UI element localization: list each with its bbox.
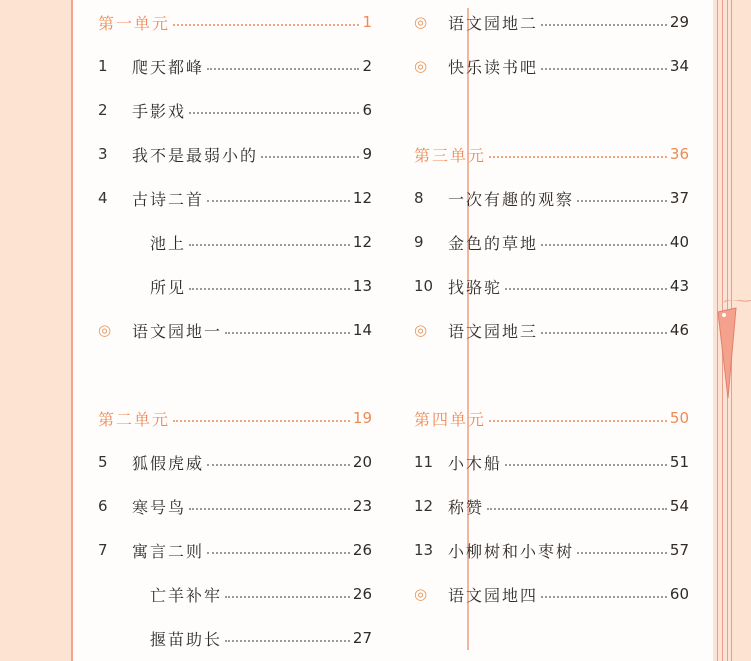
dot-leader — [577, 200, 667, 202]
toc-entry-garden[interactable] — [414, 10, 689, 34]
lesson-number: 8 — [414, 189, 424, 207]
entry-title: 揠苗助长 — [150, 629, 223, 649]
page-number: 23 — [352, 497, 372, 515]
toc-entry-sub[interactable] — [150, 626, 372, 650]
dot-leader — [505, 288, 667, 290]
dot-leader — [225, 332, 350, 334]
entry-title: 第一单元 — [98, 13, 171, 33]
entry-title: 手影戏 — [132, 101, 187, 121]
toc-entry-lesson[interactable] — [414, 450, 689, 474]
dot-leader — [207, 464, 350, 466]
page-number: 27 — [352, 629, 372, 647]
dot-leader — [207, 68, 359, 70]
lesson-number: 9 — [414, 233, 424, 251]
dot-leader — [207, 552, 350, 554]
toc-entry-lesson[interactable] — [414, 538, 689, 562]
lesson-number: 2 — [98, 101, 108, 119]
entry-title: 寒号鸟 — [132, 497, 187, 517]
lesson-number: 11 — [414, 453, 434, 471]
lesson-number: 5 — [98, 453, 108, 471]
toc-entry-sub[interactable] — [150, 230, 372, 254]
entry-title: 语文园地三 — [448, 321, 539, 341]
page-number: 1 — [362, 13, 372, 31]
page-number: 40 — [669, 233, 689, 251]
page-number: 19 — [352, 409, 372, 427]
entry-title: 小木船 — [448, 453, 503, 473]
dot-leader — [207, 200, 350, 202]
entry-title: 亡羊补牢 — [150, 585, 223, 605]
entry-title: 找骆驼 — [448, 277, 503, 297]
page-number: 37 — [669, 189, 689, 207]
entry-title: 快乐读书吧 — [448, 57, 539, 77]
entry-title: 池上 — [150, 233, 187, 253]
dot-leader — [225, 596, 350, 598]
dot-leader — [189, 112, 359, 114]
toc-entry-sub[interactable] — [150, 582, 372, 606]
dot-leader — [189, 244, 350, 246]
page-number: 6 — [362, 101, 372, 119]
entry-title: 语文园地一 — [132, 321, 223, 341]
lesson-number: 6 — [98, 497, 108, 515]
page-number: 14 — [352, 321, 372, 339]
dot-leader — [189, 288, 350, 290]
dot-leader — [173, 420, 350, 422]
entry-title: 第二单元 — [98, 409, 171, 429]
toc-entry-lesson[interactable] — [98, 186, 372, 210]
entry-title: 金色的草地 — [448, 233, 539, 253]
lesson-number: 4 — [98, 189, 108, 207]
page-number: 51 — [669, 453, 689, 471]
lesson-number: 10 — [414, 277, 434, 295]
page-number: 50 — [669, 409, 689, 427]
toc-entry-unit[interactable] — [98, 406, 372, 430]
toc-entry-lesson[interactable] — [98, 98, 372, 122]
entry-title: 寓言二则 — [132, 541, 205, 561]
dot-leader — [577, 552, 667, 554]
page-number: 2 — [362, 57, 372, 75]
toc-entry-sub[interactable] — [150, 274, 372, 298]
entry-title: 所见 — [150, 277, 187, 297]
toc-entry-garden[interactable] — [414, 318, 689, 342]
toc-entry-lesson[interactable] — [414, 186, 689, 210]
entry-title: 古诗二首 — [132, 189, 205, 209]
entry-title: 狐假虎威 — [132, 453, 205, 473]
dot-leader — [489, 156, 667, 158]
entry-title: 称赞 — [448, 497, 485, 517]
page-number: 12 — [352, 189, 372, 207]
page-number: 13 — [352, 277, 372, 295]
entry-title: 第三单元 — [414, 145, 487, 165]
page-number: 57 — [669, 541, 689, 559]
double-circle-icon: ◎ — [414, 13, 428, 31]
dot-leader — [261, 156, 359, 158]
toc-entry-lesson[interactable] — [98, 450, 372, 474]
entry-title: 一次有趣的观察 — [448, 189, 575, 209]
toc-entry-lesson[interactable] — [98, 142, 372, 166]
toc-entry-unit[interactable] — [414, 142, 689, 166]
dot-leader — [487, 508, 667, 510]
dot-leader — [189, 508, 350, 510]
toc-entry-garden[interactable] — [414, 54, 689, 78]
page-number: 43 — [669, 277, 689, 295]
bookmark-tag-icon — [714, 300, 751, 410]
toc-page — [71, 0, 713, 661]
page-number: 20 — [352, 453, 372, 471]
entry-title: 第四单元 — [414, 409, 487, 429]
double-circle-icon: ◎ — [98, 321, 112, 339]
dot-leader — [489, 420, 667, 422]
page-number: 34 — [669, 57, 689, 75]
page-number: 29 — [669, 13, 689, 31]
page-number: 46 — [669, 321, 689, 339]
page-number: 9 — [362, 145, 372, 163]
dot-leader — [541, 332, 667, 334]
lesson-number: 13 — [414, 541, 434, 559]
page-number: 36 — [669, 145, 689, 163]
toc-entry-garden[interactable] — [98, 318, 372, 342]
dot-leader — [541, 24, 667, 26]
lesson-number: 3 — [98, 145, 108, 163]
toc-entry-lesson[interactable] — [98, 494, 372, 518]
page-number: 12 — [352, 233, 372, 251]
toc-entry-garden[interactable] — [414, 582, 689, 606]
dot-leader — [225, 640, 350, 642]
lesson-number: 7 — [98, 541, 108, 559]
page-number: 54 — [669, 497, 689, 515]
double-circle-icon: ◎ — [414, 585, 428, 603]
lesson-number: 12 — [414, 497, 434, 515]
toc-entry-lesson[interactable] — [414, 274, 689, 298]
dot-leader — [505, 464, 667, 466]
toc-entry-lesson[interactable] — [414, 494, 689, 518]
page-number: 26 — [352, 585, 372, 603]
toc-entry-unit[interactable] — [98, 10, 372, 34]
page-number: 26 — [352, 541, 372, 559]
toc-entry-lesson[interactable] — [414, 230, 689, 254]
double-circle-icon: ◎ — [414, 57, 428, 75]
dot-leader — [541, 244, 667, 246]
toc-entry-unit[interactable] — [414, 406, 689, 430]
entry-title: 小柳树和小枣树 — [448, 541, 575, 561]
toc-entry-lesson[interactable] — [98, 538, 372, 562]
dot-leader — [173, 24, 359, 26]
entry-title: 语文园地四 — [448, 585, 539, 605]
entry-title: 语文园地二 — [448, 13, 539, 33]
entry-title: 我不是最弱小的 — [132, 145, 259, 165]
double-circle-icon: ◎ — [414, 321, 428, 339]
toc-entry-lesson[interactable] — [98, 54, 372, 78]
lesson-number: 1 — [98, 57, 108, 75]
dot-leader — [541, 596, 667, 598]
entry-title: 爬天都峰 — [132, 57, 205, 77]
dot-leader — [541, 68, 667, 70]
page-number: 60 — [669, 585, 689, 603]
